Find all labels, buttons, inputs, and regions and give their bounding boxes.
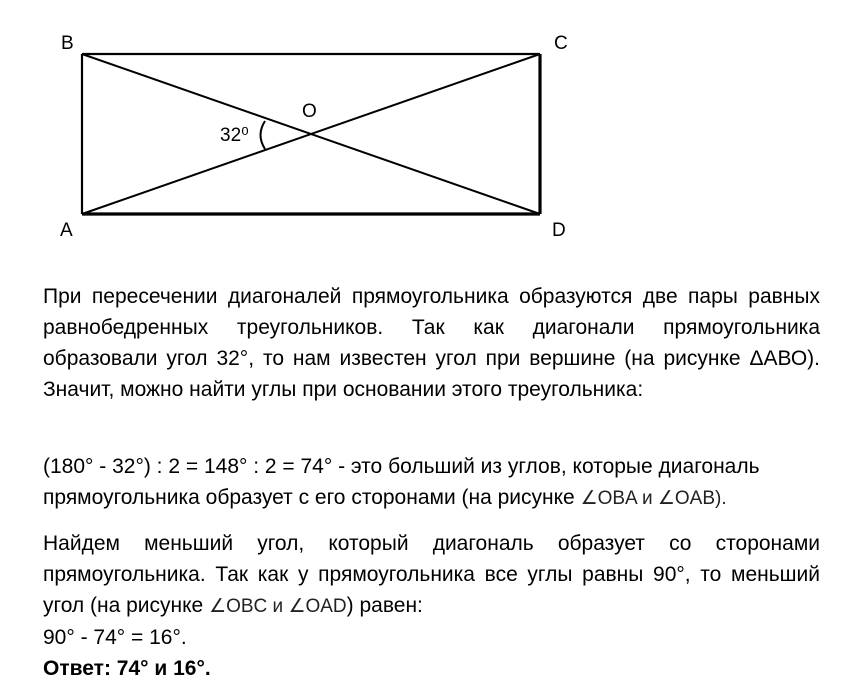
angle-arc <box>261 121 266 149</box>
paragraph-3-body <box>43 528 820 622</box>
vertex-label-d: D <box>552 220 566 241</box>
vertex-label-a: A <box>60 220 73 241</box>
paragraph-3 <box>43 528 820 684</box>
answer-line: Ответ: 74° и 16°. <box>43 657 211 680</box>
paragraph-1: При пересечении диагоналей прямоугольника образуются две пары равных равнобедренных треугольников. Так как диагонали прямоугольника образовали угол 32°, то нам известен угол при вершине (на рисунке ΔАВО). Значит, можно найти углы при основании этого треугольника: <box>43 285 820 401</box>
center-label-o: O <box>302 101 317 122</box>
paragraph-2-angles: ∠OBA и ∠OAB). <box>580 488 727 509</box>
paragraph-2-text: (180° - 32°) : 2 = 148° : 2 = 74° - это больший из углов, которые диагональ прямоугольника образует с его сторонами (на рисунке <box>43 455 760 509</box>
paragraph-3-tail: ) равен: <box>346 594 423 617</box>
vertex-label-b: B <box>61 33 74 54</box>
paragraph-3-angles: ∠OBC и ∠OAD <box>209 596 347 617</box>
calculation-line: 90° - 74° = 16°. <box>43 626 187 649</box>
paragraph-2 <box>43 451 820 514</box>
paragraph-3-text: Найдем меньший угол, который диагональ образует со сторонами прямоугольника. Так как у прямоугольника все углы равны 90°, то меньший угол (на рисунке <box>43 532 820 617</box>
rectangle-diagram <box>0 0 850 270</box>
angle-label: 32⁰ <box>220 125 249 146</box>
vertex-label-c: C <box>554 33 568 54</box>
